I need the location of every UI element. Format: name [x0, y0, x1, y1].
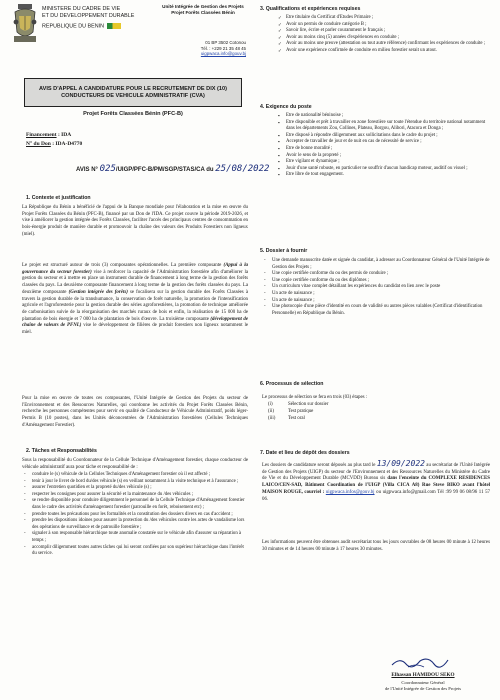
- qualifications-list: [276, 15, 490, 55]
- letterhead: [10, 0, 245, 74]
- list-item: - prendre les dispositions idoines pour assurer la protection du /des véhicules contre les actes de vandalisme lors des opérations de surveillance et de patrouille forestière ;: [22, 518, 248, 531]
- list-item: ✓ Avoir une expérience confirmée de conduite en milieu forestier serait un atout.: [276, 48, 490, 55]
- deposit-paragraph: Les dossiers de candidature seront déposés au plus tard le 13/09/2022 au secrétariat de l'Unité Intégrée de Gestion des Projets (UIGP) du secteur de l'Environnement et des Ressources Naturelles du Ministère du Cadre de Vie et du Développement Durable (MCVDD) Bureau sis dans l'enceinte du COMPLEXE RESIDENCES LAICO/CEN-SAD, Bâtiment Coordination de l'UIGP (Villa CICA A8) Rue Steve BIKO avant l'hôtel MAISON ROUGE, courriel : uigpwaca.infos@gouv.bj ou uigpwaca.info@gmail.com Tél :99 99 06 08/96 11 57 06.: [262, 459, 491, 502]
- list-item: ▪ Accepter de travailler de jour et de nuit en cas de nécessité de service ;: [276, 139, 490, 146]
- notice-title-line: CONDUCTEURS DE VEHICULE ADMINISTRATIF (CVA): [61, 93, 205, 99]
- ministry-block: [42, 6, 134, 30]
- handwritten-deadline-date: 13/09/2022: [376, 459, 425, 468]
- list-item: - conduire le (s) véhicule de la Cellules Techniques d'Aménagement forestier où il est affecté ;: [22, 472, 248, 479]
- notice-title-line: AVIS D'APPEL A CANDIDATURE POUR LE RECRUTEMENT DE DIX (10): [38, 86, 227, 92]
- list-item: - prendre toutes les précautions pour les formalités et la constitution des dossiers divers en cas d'accident ;: [22, 512, 248, 519]
- section-4-title: 4. Exigence du poste: [260, 104, 312, 110]
- list-item: ▪ Etre libre de tout engagement.: [276, 172, 490, 179]
- don-number-line: N° du Don : IDA-D4770: [26, 141, 83, 147]
- ministry-line: ET DU DEVELOPPEMENT DURABLE: [42, 12, 135, 19]
- list-item: ▪ Avoir le sens de la propreté ;: [276, 153, 490, 160]
- list-item: - Une copie certifiée conforme du ou des permis de conduire ;: [262, 271, 490, 278]
- list-item: ✓ Savoir lire, écrire et parler couramment le français ;: [276, 28, 490, 35]
- section-5-title: 5. Dossier à fournir: [260, 248, 308, 254]
- section-7-title: 7. Date et lieu de dépôt des dossiers: [260, 450, 350, 456]
- benin-coat-of-arms-icon: [12, 2, 38, 46]
- selection-process: [262, 394, 490, 422]
- left-column: [10, 0, 270, 557]
- selection-intro: Le processus de sélection se fera en trois (03) étapes :: [262, 395, 368, 400]
- republic-line: REPUBLIQUE DU BENIN: [42, 23, 134, 30]
- selection-step: (i) Sélection sur dossier: [268, 402, 329, 407]
- tasks-intro: Sous la responsabilité du Coordonnateur de la Cellule Technique d'Aménagement forestier, chaque conducteur de véhicule administratif aura pour tâche et responsabilité de :: [22, 458, 248, 470]
- handwritten-notice-number: 025: [99, 164, 116, 174]
- list-item: - signaler à son responsable hiérarchique toute anomalie constatée sur le véhicule afin d'assurer sa réparation à temps ;: [22, 531, 248, 544]
- section-2-title: 2. Tâches et Responsabilités: [26, 448, 97, 454]
- signatory-title: Coordonnateur Général de l'Unité Intégrée de Gestion des Projets: [384, 680, 462, 691]
- requirements-list: [276, 113, 490, 179]
- list-item: - Une demande manuscrite datée et signée du candidat, à adresser au Coordonnateur Général de l'Unité Intégrée de Gestion des Projets ;: [262, 258, 490, 271]
- section-3-title: 3. Qualifications et expériences requises: [260, 6, 361, 12]
- list-item: ▪ Jouir d'une santé robuste, en particulier ne souffrir d'aucun handicap moteur, auditif ou visuel ;: [276, 166, 490, 173]
- notice-title-box: [24, 78, 242, 107]
- ministry-line: MINISTERE DU CADRE DE VIE: [42, 6, 121, 12]
- list-item: - tenir à jour le livret de bord du/des véhicule (s) en veillant notamment à la visite technique et à l'assurance ;: [22, 479, 248, 486]
- tasks-list: [22, 472, 248, 558]
- contact-email-link[interactable]: uigpwaca.info@gouv.bj: [200, 51, 246, 57]
- list-item: ✓ Etre titulaire du Certificat d'Etudes Primaire ;: [276, 15, 490, 22]
- contact-bp: 01 BP 3502 Cotonou: [205, 40, 246, 45]
- context-paragraph-3: Pour la mise en œuvre de toutes ces composantes, l'Unité Intégrée de Gestion des Projets du secteur de l'Environnement et des Ressources Naturelles, qui coordonne les activités du Projet Forêts Classées Bénin, recherche les personnes compétentes pour servir en qualité de Conducteur de Véhicule Administratif, poids léger-Permis B (10 postes), dans les Unités déconcentrées de l'Administration forestières (Cellules Techniques d'Aménagement Forestier).: [22, 396, 248, 428]
- list-item: - Un curriculum vitae complet détaillant les expériences du candidat en lien avec le poste: [262, 284, 490, 291]
- section-1-title: 1. Contexte et justification: [26, 195, 91, 201]
- list-item: - accomplir diligemment toutes autres tâches qui lui seront confiées par son supérieur hiérarchique dans l'intérêt du service.: [22, 545, 248, 558]
- signatory-name: Elhassan HAMIDOU SEKO: [391, 672, 455, 678]
- selection-step: (iii) Test oral: [268, 416, 305, 421]
- list-item: - respecter les consignes pour assurer la sécurité et la maintenance du /des véhicules ;: [22, 492, 248, 499]
- section-6-title: 6. Processus de sélection: [260, 381, 324, 387]
- list-item: ✓ Avoir au moins une preuve (attestation ou tout autre référence) confirmant les expériences de conduite ;: [276, 41, 490, 48]
- project-name: Projet Forêts Classées Bénin (PFC-B): [83, 111, 183, 117]
- list-item: - Une photocopie d'une pièce d'identité en cours de validité ou autres pièces valables (Certificat d'identification Personnelle) en République du Bénin.: [262, 304, 490, 317]
- context-paragraph-2: Le projet est structuré autour de trois (3) composantes opérationnelles. La première composante (Appui à la gouvernance du secteur forestier) vise à renforcer la capacité de l'Administration forestière afin d'améliorer la gestion du secteur et à mettre en place un instrument durable de financement à long terme de la gestion des forêts classées du pays. La deuxième composante financement à long terme de la gestion des forêts classées du pays. La deuxième composante (Gestion intégrée des forêts) se focalisera sur la gestion durable des Forêts Classées à travers la gestion durable de la transhumance, la conservation de forêt naturelle, la promotion de l'intensification agricole et l'agroforesterie pour la gestion durable des séries agroforestières, la promotion de technique améliorée de carbonisation suivie de la réorganisation des marchés ruraux de bois et enfin, la réalisation de 15 000 ha de plantation de bois énergie et 7 000 ha de plantation de bois d'œuvre. La troisième composante (développement de chaîne de valeurs de PFNL) vise le développement de filières de produit forestiers non ligneux notamment le miel.: [22, 263, 248, 336]
- list-item: ▪ Etre disponible et prêt à travailler en zone forestière sur toute l'étendue du territoire national notamment dans les départements Zou, Collines, Plateau, Borgou, Alibori, Atacora et Donga ;: [276, 120, 490, 133]
- list-item: ▪ Etre de bonne moralité ;: [276, 146, 490, 153]
- list-item: - Un acte de naissance ;: [262, 291, 490, 298]
- notice-reference: AVIS N° 025/UIGP/PFC-B/PM/SGP/STAS/CA du 25/08/2022: [76, 164, 270, 174]
- list-item: ✓ Avoir au moins cinq (5) années d'expériences en conduite ;: [276, 35, 490, 42]
- financing-line: Financement : IDA: [26, 132, 72, 138]
- list-item: - Une copie certifiée conforme du ou des diplômes ;: [262, 278, 490, 285]
- documents-list: [262, 258, 490, 317]
- benin-flag-icon: [107, 23, 121, 29]
- contact-tel: Tél. : +229 21 35 48 45: [200, 45, 246, 51]
- list-item: ✓ Avoir un permis de conduire catégorie B ;: [276, 22, 490, 29]
- list-item: ▪ Etre vigilant et dynamique ;: [276, 159, 490, 166]
- list-item: ▪ Etre disposé à répondre diligemment aux sollicitations dans le cadre du projet ;: [276, 133, 490, 140]
- list-item: ▪ Etre de nationalité béninoise ;: [276, 113, 490, 120]
- handwritten-notice-date: 25/08/2022: [215, 164, 270, 174]
- list-item: - Un acte de naissance ;: [262, 298, 490, 305]
- info-hours-paragraph: Les informations peuvent être obtenues audit secrétariat tous les jours ouvrables de 08 heures 00 minute à 12 heures 30 minutes et de 14 heures 00 minute à 17 heures 30 minutes.: [262, 540, 490, 552]
- list-item: - se rendre disponible pour conduire diligemment le personnel de la Cellule Technique d'Aménagement forestier dans le cadre des activités d'aménagement forestier (patrouille en forêt, reboisement etc) ;: [22, 498, 248, 511]
- unit-name: Unité Intégrée de Gestion des Projets Projet Forêts Classées Bénin: [162, 4, 244, 15]
- context-paragraph-1: La République du Bénin a bénéficié de l'appui de la Banque mondiale pour l'élaboration et la mise en œuvre du Projet Forêts Classées du Bénin (PFC-B), financé par un Don de l'IDA. Ce projet couvre la période 2019-2026, et vise à améliorer la gestion intégrée des Forêts Classées, faciliter l'accès des principaux centres de consommation en bois-énergie produit de manière durable et promouvoir la chaîne des valeurs des Produits Forestiers non ligneux (miel).: [22, 205, 248, 237]
- list-item: - assurer l'entretien quotidien et la propreté du/des véhicule (s) ;: [22, 485, 248, 492]
- deposit-email-link[interactable]: uigpwaca.infos@gouv.bj: [325, 489, 375, 495]
- selection-step: (ii) Test pratique: [268, 409, 314, 414]
- contact-block: [178, 40, 246, 57]
- handwritten-signature: [390, 655, 450, 669]
